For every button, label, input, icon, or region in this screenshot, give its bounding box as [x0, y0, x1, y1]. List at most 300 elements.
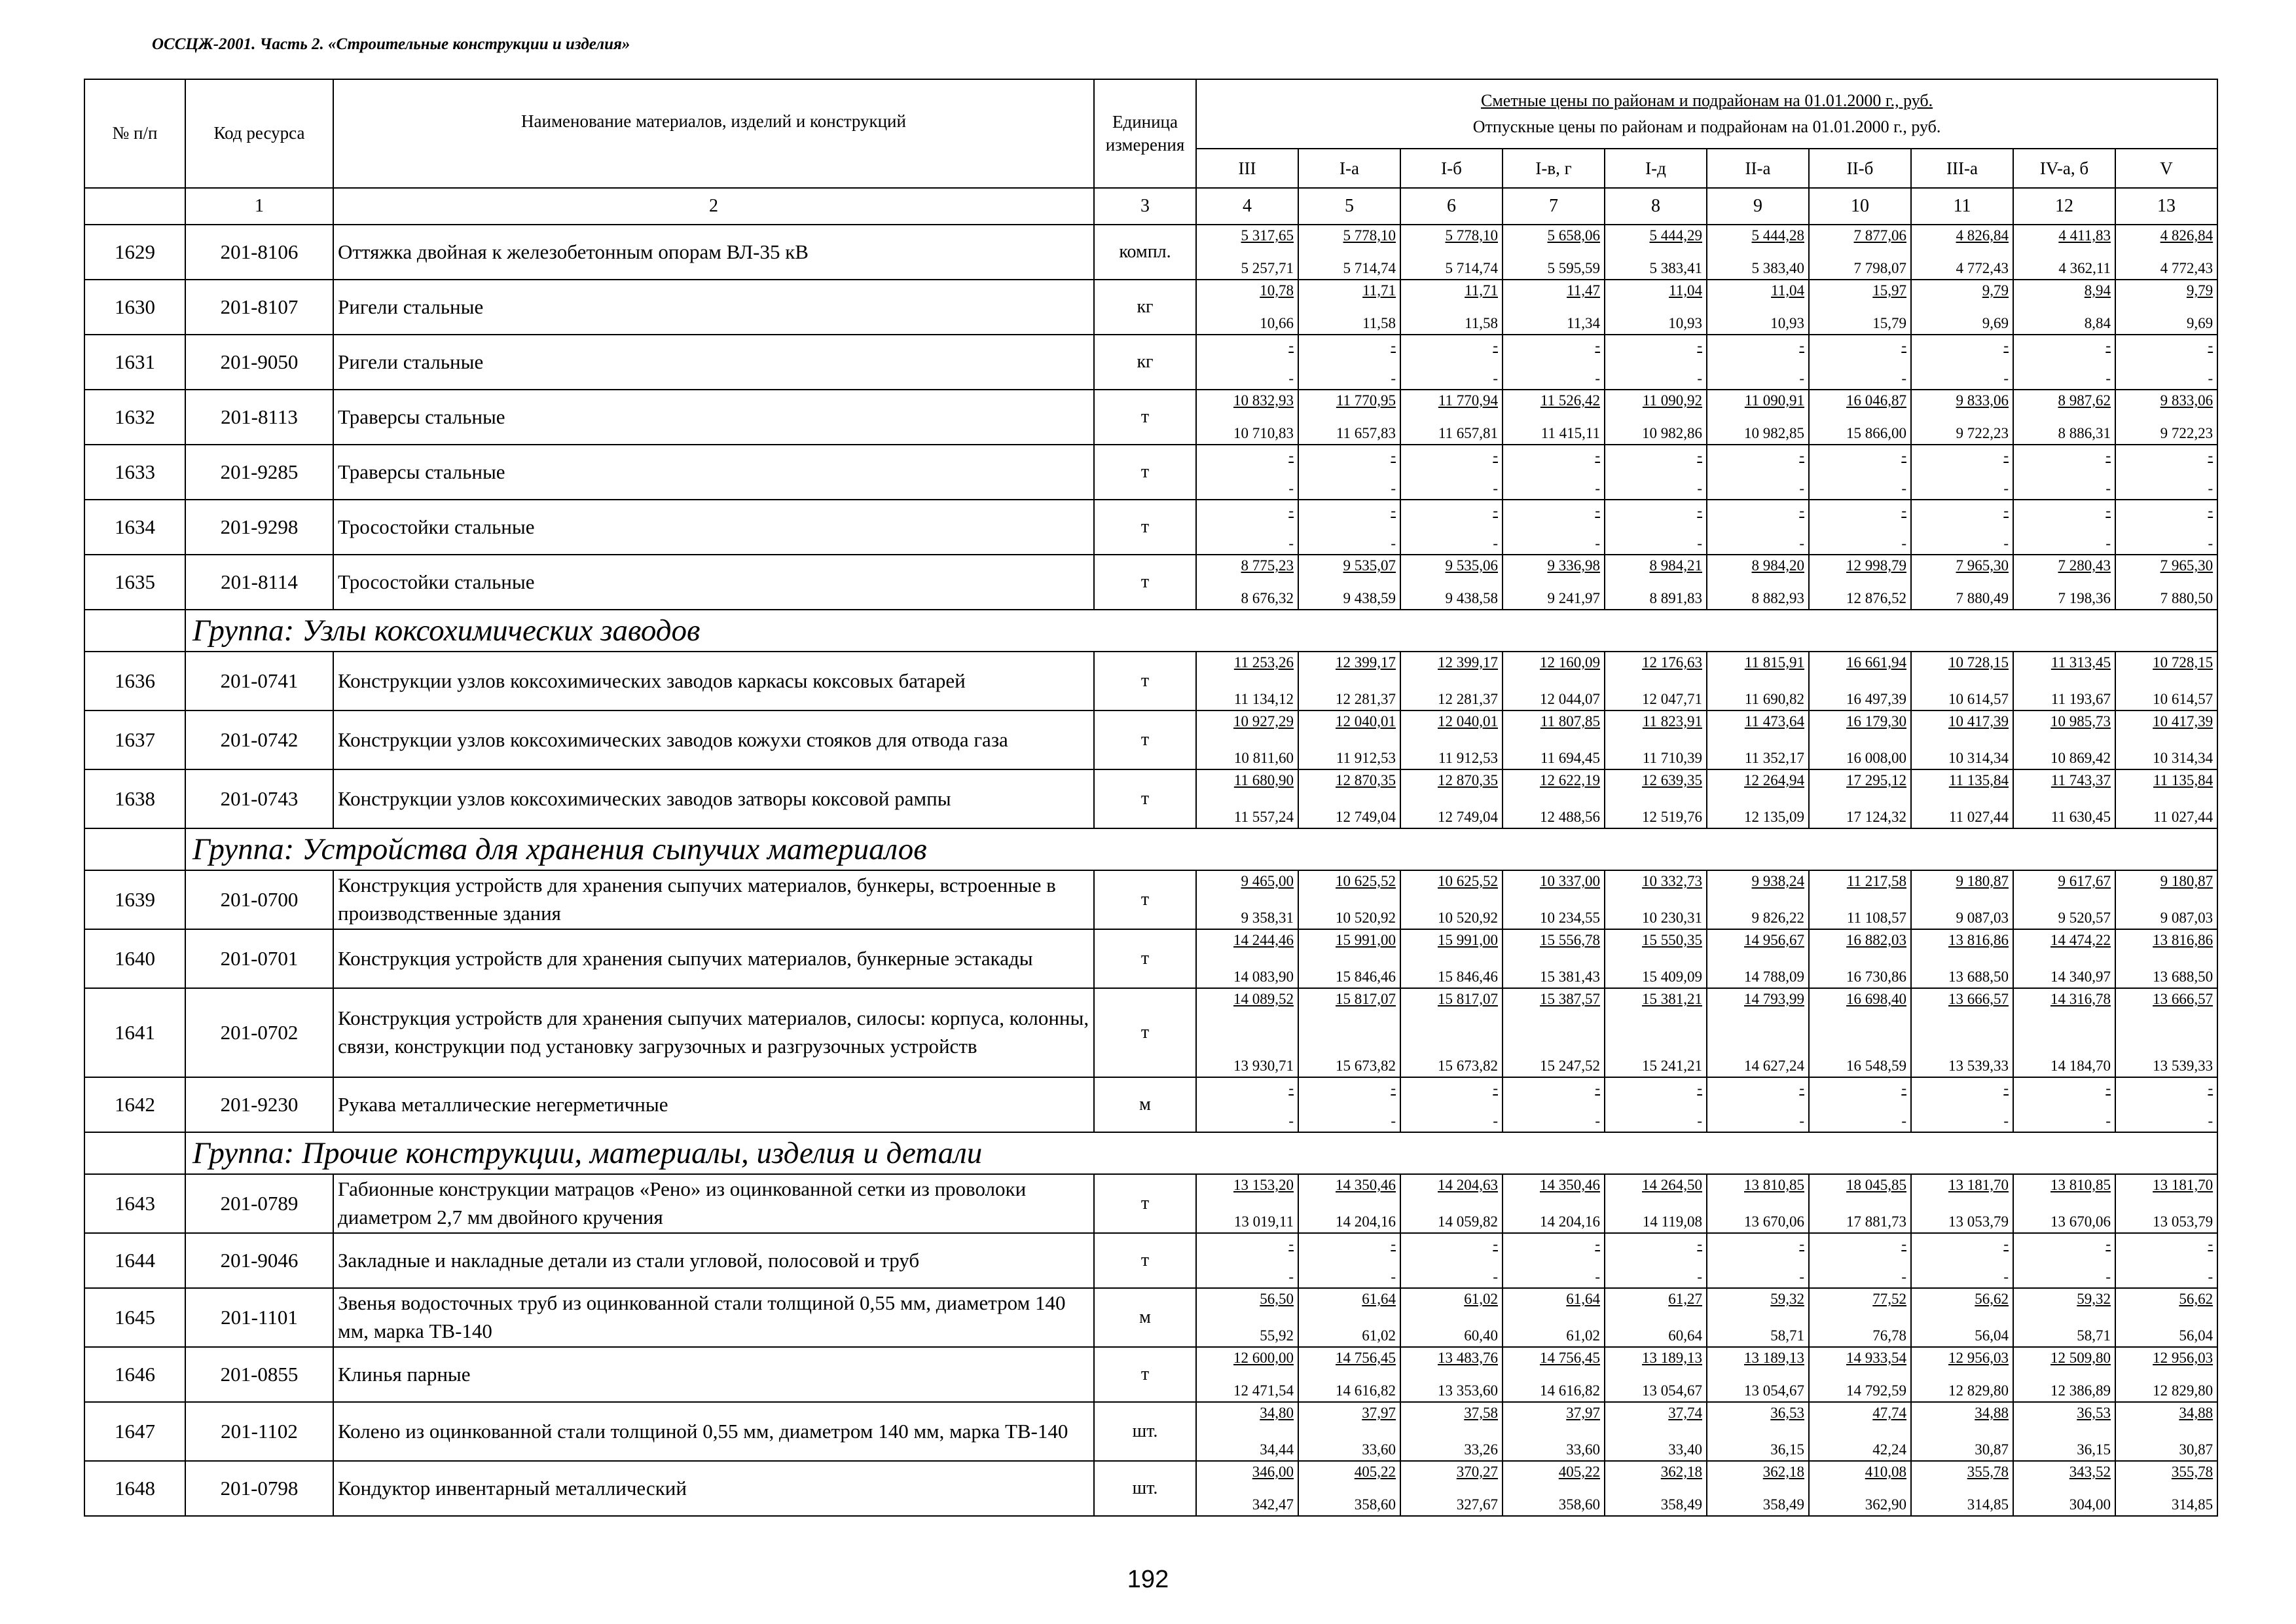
material-name: Тросостойки стальные [333, 555, 1094, 610]
price-cell [1707, 988, 1809, 1077]
row-number: 1639 [84, 870, 185, 929]
price-cell [1503, 929, 1605, 988]
price-cell [1809, 555, 1911, 610]
release-price: 9 722,23 [2160, 425, 2214, 441]
release-price: 10 520,92 [1438, 910, 1498, 926]
release-price: 13 353,60 [1438, 1382, 1498, 1399]
release-price: 5 257,71 [1241, 260, 1294, 276]
group-spacer [84, 610, 185, 652]
release-price: 304,00 [2069, 1496, 2111, 1513]
estimate-price: 10 832,93 [1233, 392, 1294, 409]
release-price: 9,69 [2186, 315, 2214, 331]
release-price: 11 027,44 [1948, 809, 2009, 825]
estimate-price: 13 181,70 [2153, 1177, 2214, 1193]
estimate-price: - [2208, 447, 2214, 464]
release-price: 14 788,09 [1744, 969, 1804, 985]
price-cell [1809, 1174, 1911, 1233]
release-price: - [1493, 1268, 1498, 1285]
price-cell [1196, 1233, 1298, 1288]
price-cell [1298, 1402, 1400, 1461]
price-cell [1400, 500, 1503, 555]
material-name: Конструкция устройств для хранения сыпучих материалов, бункерные эстакады [333, 929, 1094, 988]
release-price: 7 880,50 [2160, 590, 2214, 606]
price-cell [1400, 652, 1503, 710]
price-cell [2013, 929, 2115, 988]
release-price: 5 714,74 [1445, 260, 1498, 276]
price-cell [1503, 335, 1605, 390]
price-cell [1707, 225, 1809, 280]
price-cell [1707, 1402, 1809, 1461]
estimate-price: 56,50 [1260, 1291, 1294, 1307]
release-price: 13 054,67 [1744, 1382, 1804, 1399]
estimate-price: - [2003, 447, 2009, 464]
resource-code: 201-8106 [185, 225, 333, 280]
estimate-price: 34,80 [1260, 1405, 1294, 1421]
estimate-price: 11 526,42 [1540, 392, 1600, 409]
price-cell [1298, 335, 1400, 390]
release-price: - [2003, 1113, 2009, 1129]
price-cell [1809, 500, 1911, 555]
price-cell [1911, 710, 2013, 769]
release-price: 12 876,52 [1846, 590, 1906, 606]
price-cell [1400, 929, 1503, 988]
release-price: 11 134,12 [1233, 691, 1294, 707]
estimate-price: 61,02 [1464, 1291, 1498, 1307]
price-cell [1298, 1347, 1400, 1402]
price-cell [1707, 280, 1809, 335]
estimate-price: - [1697, 1236, 1702, 1252]
price-cell [2013, 555, 2115, 610]
column-number: 6 [1400, 188, 1503, 225]
column-number: 7 [1503, 188, 1605, 225]
release-price: 5 383,40 [1751, 260, 1804, 276]
table-row [84, 769, 2217, 828]
price-cell [2115, 1077, 2217, 1132]
price-cell [1605, 929, 1707, 988]
estimate-price: - [1288, 502, 1294, 519]
release-price: 13 670,06 [1744, 1213, 1804, 1230]
estimate-price: 12 040,01 [1336, 713, 1396, 729]
release-price: 33,60 [1362, 1441, 1396, 1458]
release-price: - [2105, 535, 2111, 551]
release-price: 61,02 [1566, 1327, 1600, 1344]
price-cell [1707, 335, 1809, 390]
resource-code: 201-0741 [185, 652, 333, 710]
estimate-price: 9 465,00 [1241, 873, 1294, 889]
estimate-price: - [1595, 447, 1600, 464]
price-cell [2013, 1347, 2115, 1402]
estimate-price: 17 295,12 [1846, 772, 1906, 788]
price-cell [1809, 225, 1911, 280]
estimate-price: 14 756,45 [1336, 1350, 1396, 1366]
release-price: 15 241,21 [1642, 1058, 1702, 1074]
estimate-price: 37,97 [1362, 1405, 1396, 1421]
resource-code: 201-1102 [185, 1402, 333, 1461]
price-cell [2115, 710, 2217, 769]
estimate-price: 12 956,03 [1948, 1350, 2009, 1366]
price-cell [1605, 769, 1707, 828]
price-cell [2115, 280, 2217, 335]
estimate-price: 11,04 [1771, 282, 1804, 299]
price-cell [1196, 555, 1298, 610]
price-cell [1196, 1402, 1298, 1461]
estimate-price: 343,52 [2069, 1464, 2111, 1480]
estimate-price: 34,88 [2179, 1405, 2214, 1421]
resource-code: 201-0700 [185, 870, 333, 929]
price-cell [1911, 929, 2013, 988]
price-cell [1196, 390, 1298, 445]
price-cell [1911, 870, 2013, 929]
estimate-price: - [1391, 1080, 1396, 1096]
price-cell [1605, 225, 1707, 280]
estimate-price: 15 381,21 [1642, 991, 1702, 1007]
estimate-price: 10 985,73 [2050, 713, 2111, 729]
release-price: - [1493, 370, 1498, 386]
estimate-price: 37,74 [1668, 1405, 1702, 1421]
release-price: 12 044,07 [1540, 691, 1600, 707]
material-name: Габионные конструкции матрацов «Рено» из оцинкованной сетки из проволоки диаметром 2,7 мм двойного кручения [333, 1174, 1094, 1233]
price-cell [1196, 1174, 1298, 1233]
release-price: 9 358,31 [1241, 910, 1294, 926]
release-price: 15 846,46 [1438, 969, 1498, 985]
estimate-price: 10 728,15 [2153, 654, 2214, 671]
release-price: 9 087,03 [1956, 910, 2009, 926]
price-cell [1911, 1174, 2013, 1233]
estimate-price: 9 938,24 [1751, 873, 1804, 889]
release-price: 10 314,34 [1948, 750, 2009, 766]
material-name: Конструкции узлов коксохимических заводов кожухи стояков для отвода газа [333, 710, 1094, 769]
estimate-price: 12 600,00 [1233, 1350, 1294, 1366]
unit-of-measure: т [1094, 1174, 1196, 1233]
material-name: Колено из оцинкованной стали толщиной 0,55 мм, диаметром 140 мм, марка ТВ-140 [333, 1402, 1094, 1461]
release-price: - [2208, 1268, 2214, 1285]
release-price: 4 362,11 [2058, 260, 2111, 276]
estimate-price: 14 756,45 [1540, 1350, 1600, 1366]
release-price: 11 557,24 [1233, 809, 1294, 825]
estimate-price: 77,52 [1872, 1291, 1906, 1307]
estimate-price: 61,64 [1362, 1291, 1396, 1307]
estimate-price: 7 965,30 [1956, 557, 2009, 574]
estimate-price: 14 244,46 [1233, 932, 1294, 948]
release-price: 12 749,04 [1438, 809, 1498, 825]
price-cell [1911, 225, 2013, 280]
estimate-price: 9 833,06 [2160, 392, 2214, 409]
price-cell [2115, 652, 2217, 710]
estimate-price: - [1799, 337, 1804, 354]
material-name: Конструкция устройств для хранения сыпучих материалов, бункеры, встроенные в производственные здания [333, 870, 1094, 929]
row-number: 1633 [84, 445, 185, 500]
price-cell [1503, 1347, 1605, 1402]
price-caption-estimate: Сметные цены по районам и подрайонам на 01.01.2000 г., руб. [1480, 90, 1933, 110]
price-cell [1196, 870, 1298, 929]
estimate-price: 15 556,78 [1540, 932, 1600, 948]
price-cell [2013, 335, 2115, 390]
table-row [84, 390, 2217, 445]
estimate-price: 16 698,40 [1846, 991, 1906, 1007]
release-price: - [2105, 1268, 2111, 1285]
estimate-price: 12 399,17 [1438, 654, 1498, 671]
estimate-price: - [1697, 1080, 1702, 1096]
release-price: 13 053,79 [2153, 1213, 2214, 1230]
estimate-price: 37,97 [1566, 1405, 1600, 1421]
release-price: 9 087,03 [2160, 910, 2214, 926]
release-price: 10,66 [1260, 315, 1294, 331]
estimate-price: 405,22 [1354, 1464, 1396, 1480]
estimate-price: 15 991,00 [1438, 932, 1498, 948]
column-number: 10 [1809, 188, 1911, 225]
estimate-price: 9 180,87 [1956, 873, 2009, 889]
price-cell [2013, 1288, 2115, 1347]
estimate-price: 13 816,86 [2153, 932, 2214, 948]
estimate-price: 13 810,85 [2050, 1177, 2111, 1193]
region-header: I-б [1400, 149, 1503, 188]
estimate-price: 10 417,39 [1948, 713, 2009, 729]
row-number: 1637 [84, 710, 185, 769]
estimate-price: 5 658,06 [1547, 227, 1600, 244]
price-cell [1605, 555, 1707, 610]
estimate-price: 13 181,70 [1948, 1177, 2009, 1193]
price-cell [1196, 500, 1298, 555]
release-price: 9 826,22 [1751, 910, 1804, 926]
table-row [84, 1347, 2217, 1402]
row-number: 1629 [84, 225, 185, 280]
estimate-price: 11 313,45 [2050, 654, 2111, 671]
estimate-price: 14 956,67 [1744, 932, 1804, 948]
resource-code: 201-1101 [185, 1288, 333, 1347]
release-price: 9 241,97 [1547, 590, 1600, 606]
estimate-price: 11 090,92 [1642, 392, 1702, 409]
release-price: - [1493, 480, 1498, 496]
price-cell [1707, 1233, 1809, 1288]
unit-of-measure: т [1094, 652, 1196, 710]
price-cell [1400, 555, 1503, 610]
estimate-price: - [2003, 1236, 2009, 1252]
price-cell [1911, 988, 2013, 1077]
release-price: 11 027,44 [2153, 809, 2214, 825]
price-cell [2115, 988, 2217, 1077]
price-cell [1809, 1233, 1911, 1288]
release-price: 14 616,82 [1540, 1382, 1600, 1399]
release-price: 13 019,11 [1233, 1213, 1294, 1230]
resource-code: 201-9298 [185, 500, 333, 555]
estimate-price: 37,58 [1464, 1405, 1498, 1421]
price-cell [1298, 280, 1400, 335]
release-price: - [1595, 1113, 1600, 1129]
release-price: - [1595, 370, 1600, 386]
column-number: 8 [1605, 188, 1707, 225]
price-cell [1503, 390, 1605, 445]
estimate-price: - [2105, 337, 2111, 354]
release-price: 11 690,82 [1744, 691, 1804, 707]
table-row [84, 280, 2217, 335]
release-price: - [2003, 480, 2009, 496]
price-cell [2115, 1461, 2217, 1516]
price-cell [1707, 929, 1809, 988]
estimate-price: 9 833,06 [1956, 392, 2009, 409]
estimate-price: 11 815,91 [1744, 654, 1804, 671]
table-row [84, 1174, 2217, 1233]
price-cell [1809, 390, 1911, 445]
estimate-price: - [1288, 447, 1294, 464]
release-price: 11 710,39 [1642, 750, 1702, 766]
release-price: 15 673,82 [1438, 1058, 1498, 1074]
estimate-price: 14 264,50 [1642, 1177, 1702, 1193]
release-price: 14 059,82 [1438, 1213, 1498, 1230]
estimate-price: 12 509,80 [2050, 1350, 2111, 1366]
price-cell [2013, 1174, 2115, 1233]
release-price: 33,26 [1464, 1441, 1498, 1458]
resource-code: 201-8114 [185, 555, 333, 610]
table-row [84, 500, 2217, 555]
row-number: 1645 [84, 1288, 185, 1347]
unit-of-measure: компл. [1094, 225, 1196, 280]
release-price: 11,58 [1465, 315, 1498, 331]
price-cell [1298, 988, 1400, 1077]
row-number: 1641 [84, 988, 185, 1077]
price-cell [1298, 500, 1400, 555]
release-price: - [1799, 480, 1804, 496]
price-cell [1707, 769, 1809, 828]
release-price: 9 438,59 [1343, 590, 1396, 606]
row-number: 1648 [84, 1461, 185, 1516]
estimate-price: 12 040,01 [1438, 713, 1498, 729]
resource-code: 201-0743 [185, 769, 333, 828]
price-cell [1298, 929, 1400, 988]
release-price: - [1697, 480, 1702, 496]
estimate-price: 11 743,37 [2050, 772, 2111, 788]
release-price: 8 886,31 [2058, 425, 2111, 441]
price-cell [2013, 445, 2115, 500]
price-table [84, 79, 2218, 1517]
price-cell [1809, 1288, 1911, 1347]
estimate-price: - [2105, 502, 2111, 519]
estimate-price: - [1595, 1236, 1600, 1252]
estimate-price: 15 387,57 [1540, 991, 1600, 1007]
release-price: 10 230,31 [1642, 910, 1702, 926]
estimate-price: 13 666,57 [1948, 991, 2009, 1007]
material-name: Клинья парные [333, 1347, 1094, 1402]
estimate-price: 10 417,39 [2153, 713, 2214, 729]
estimate-price: - [2003, 337, 2009, 354]
price-cell [1707, 1461, 1809, 1516]
release-price: - [1288, 480, 1294, 496]
region-header: IV-а, б [2013, 149, 2115, 188]
estimate-price: 36,53 [1770, 1405, 1804, 1421]
release-price: 5 383,41 [1649, 260, 1702, 276]
release-price: 14 204,16 [1540, 1213, 1600, 1230]
price-cell [1605, 1174, 1707, 1233]
release-price: - [2208, 535, 2214, 551]
material-name: Ригели стальные [333, 335, 1094, 390]
unit-of-measure: кг [1094, 280, 1196, 335]
price-cell [1400, 1288, 1503, 1347]
price-cell [1298, 1288, 1400, 1347]
column-number-blank [84, 188, 185, 225]
price-cell [1707, 390, 1809, 445]
price-cell [1911, 1461, 2013, 1516]
price-cell [1605, 1288, 1707, 1347]
price-cell [1503, 1461, 1605, 1516]
release-price: - [1391, 535, 1396, 551]
estimate-price: 59,32 [2077, 1291, 2111, 1307]
estimate-price: 11 135,84 [2153, 772, 2214, 788]
material-name: Рукава металлические негерметичные [333, 1077, 1094, 1132]
group-row [84, 610, 2217, 652]
estimate-price: 8 987,62 [2058, 392, 2111, 409]
price-cell [1503, 1288, 1605, 1347]
unit-of-measure: шт. [1094, 1402, 1196, 1461]
estimate-price: 370,27 [1456, 1464, 1498, 1480]
release-price: - [2003, 1268, 2009, 1285]
material-name: Ригели стальные [333, 280, 1094, 335]
price-cell [2013, 500, 2115, 555]
estimate-price: - [1391, 337, 1396, 354]
price-cell [1298, 870, 1400, 929]
price-cell [2013, 1461, 2115, 1516]
release-price: 13 930,71 [1233, 1058, 1294, 1074]
estimate-price: 12 264,94 [1744, 772, 1804, 788]
table-row [84, 1077, 2217, 1132]
region-header: II-а [1707, 149, 1809, 188]
price-cell [1605, 1402, 1707, 1461]
estimate-price: 15,97 [1872, 282, 1906, 299]
estimate-price: 9 617,67 [2058, 873, 2111, 889]
group-spacer [84, 1132, 185, 1174]
estimate-price: 405,22 [1558, 1464, 1600, 1480]
group-title: Группа: Прочие конструкции, материалы, изделия и детали [185, 1132, 2217, 1174]
release-price: 12 135,09 [1744, 809, 1804, 825]
release-price: 36,15 [1770, 1441, 1804, 1458]
table-row [84, 1288, 2217, 1347]
estimate-price: - [1697, 502, 1702, 519]
estimate-price: 56,62 [2179, 1291, 2214, 1307]
release-price: 56,04 [2179, 1327, 2214, 1344]
estimate-price: - [1391, 1236, 1396, 1252]
price-cell [1196, 652, 1298, 710]
release-price: 10,93 [1668, 315, 1702, 331]
release-price: - [1901, 370, 1906, 386]
price-cell [1605, 710, 1707, 769]
release-price: 42,24 [1872, 1441, 1906, 1458]
estimate-price: - [1595, 1080, 1600, 1096]
release-price: 9,69 [1982, 315, 2009, 331]
estimate-price: 16 882,03 [1846, 932, 1906, 948]
price-cell [1605, 335, 1707, 390]
estimate-price: 5 444,29 [1649, 227, 1702, 244]
price-cell [1196, 769, 1298, 828]
release-price: 8 891,83 [1649, 590, 1702, 606]
release-price: 358,60 [1354, 1496, 1396, 1513]
material-name: Звенья водосточных труб из оцинкованной стали толщиной 0,55 мм, диаметром 140 мм, марка ТВ-140 [333, 1288, 1094, 1347]
price-cell [1911, 445, 2013, 500]
estimate-price: 61,27 [1668, 1291, 1702, 1307]
release-price: 11,58 [1362, 315, 1396, 331]
release-price: 12 519,76 [1642, 809, 1702, 825]
release-price: 14 204,16 [1336, 1213, 1396, 1230]
release-price: 10 234,55 [1540, 910, 1600, 926]
table-row [84, 929, 2217, 988]
unit-of-measure: м [1094, 1077, 1196, 1132]
estimate-price: - [2208, 337, 2214, 354]
price-cell [1298, 710, 1400, 769]
price-cell [1911, 1402, 2013, 1461]
estimate-price: 14 316,78 [2050, 991, 2111, 1007]
price-cell [1298, 1077, 1400, 1132]
release-price: 4 772,43 [1956, 260, 2009, 276]
release-price: 15 381,43 [1540, 969, 1600, 985]
region-header: I-в, г [1503, 149, 1605, 188]
estimate-price: - [2003, 1080, 2009, 1096]
